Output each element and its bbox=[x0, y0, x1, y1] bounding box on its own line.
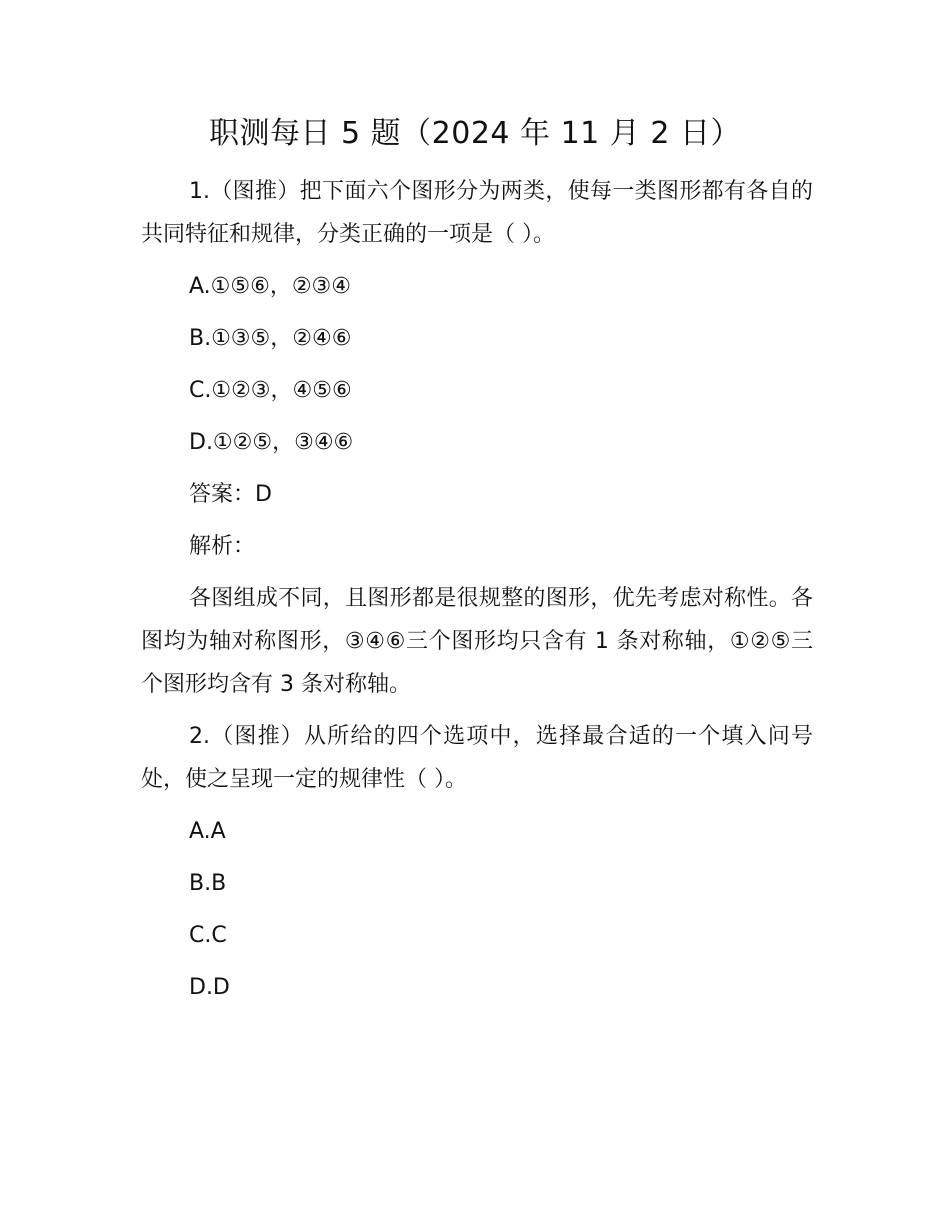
question-1-option-b: B.①③⑤，②④⑥ bbox=[189, 326, 352, 351]
page-title: 职测每日 5 题（2024 年 11 月 2 日） bbox=[209, 116, 741, 151]
question-2-option-c: C.C bbox=[189, 923, 227, 948]
question-1-option-a: A.①⑤⑥，②③④ bbox=[189, 274, 351, 299]
question-2-stem: 2.（图推）从所给的四个选项中，选择最合适的一个填入问号处，使之呈现一定的规律性（ ）。 bbox=[141, 724, 813, 792]
question-1-analysis-label: 解析： bbox=[189, 534, 256, 559]
question-2-option-a: A.A bbox=[189, 819, 226, 844]
document-body bbox=[141, 170, 813, 1018]
question-1-option-d: D.①②⑤，③④⑥ bbox=[189, 430, 354, 455]
question-2-option-d: D.D bbox=[189, 975, 230, 1000]
question-1-analysis: 各图组成不同，且图形都是很规整的图形，优先考虑对称性。各图均为轴对称图形，③④⑥三个图形均只含有 1 条对称轴，①②⑤三个图形均含有 3 条对称轴。 bbox=[141, 586, 813, 697]
question-2-option-b: B.B bbox=[189, 871, 227, 896]
question-1-stem: 1.（图推）把下面六个图形分为两类，使每一类图形都有各自的共同特征和规律，分类正确的一项是（ ）。 bbox=[141, 179, 813, 247]
question-1-option-c: C.①②③，④⑤⑥ bbox=[189, 378, 352, 403]
question-1-answer: 答案：D bbox=[189, 482, 272, 507]
